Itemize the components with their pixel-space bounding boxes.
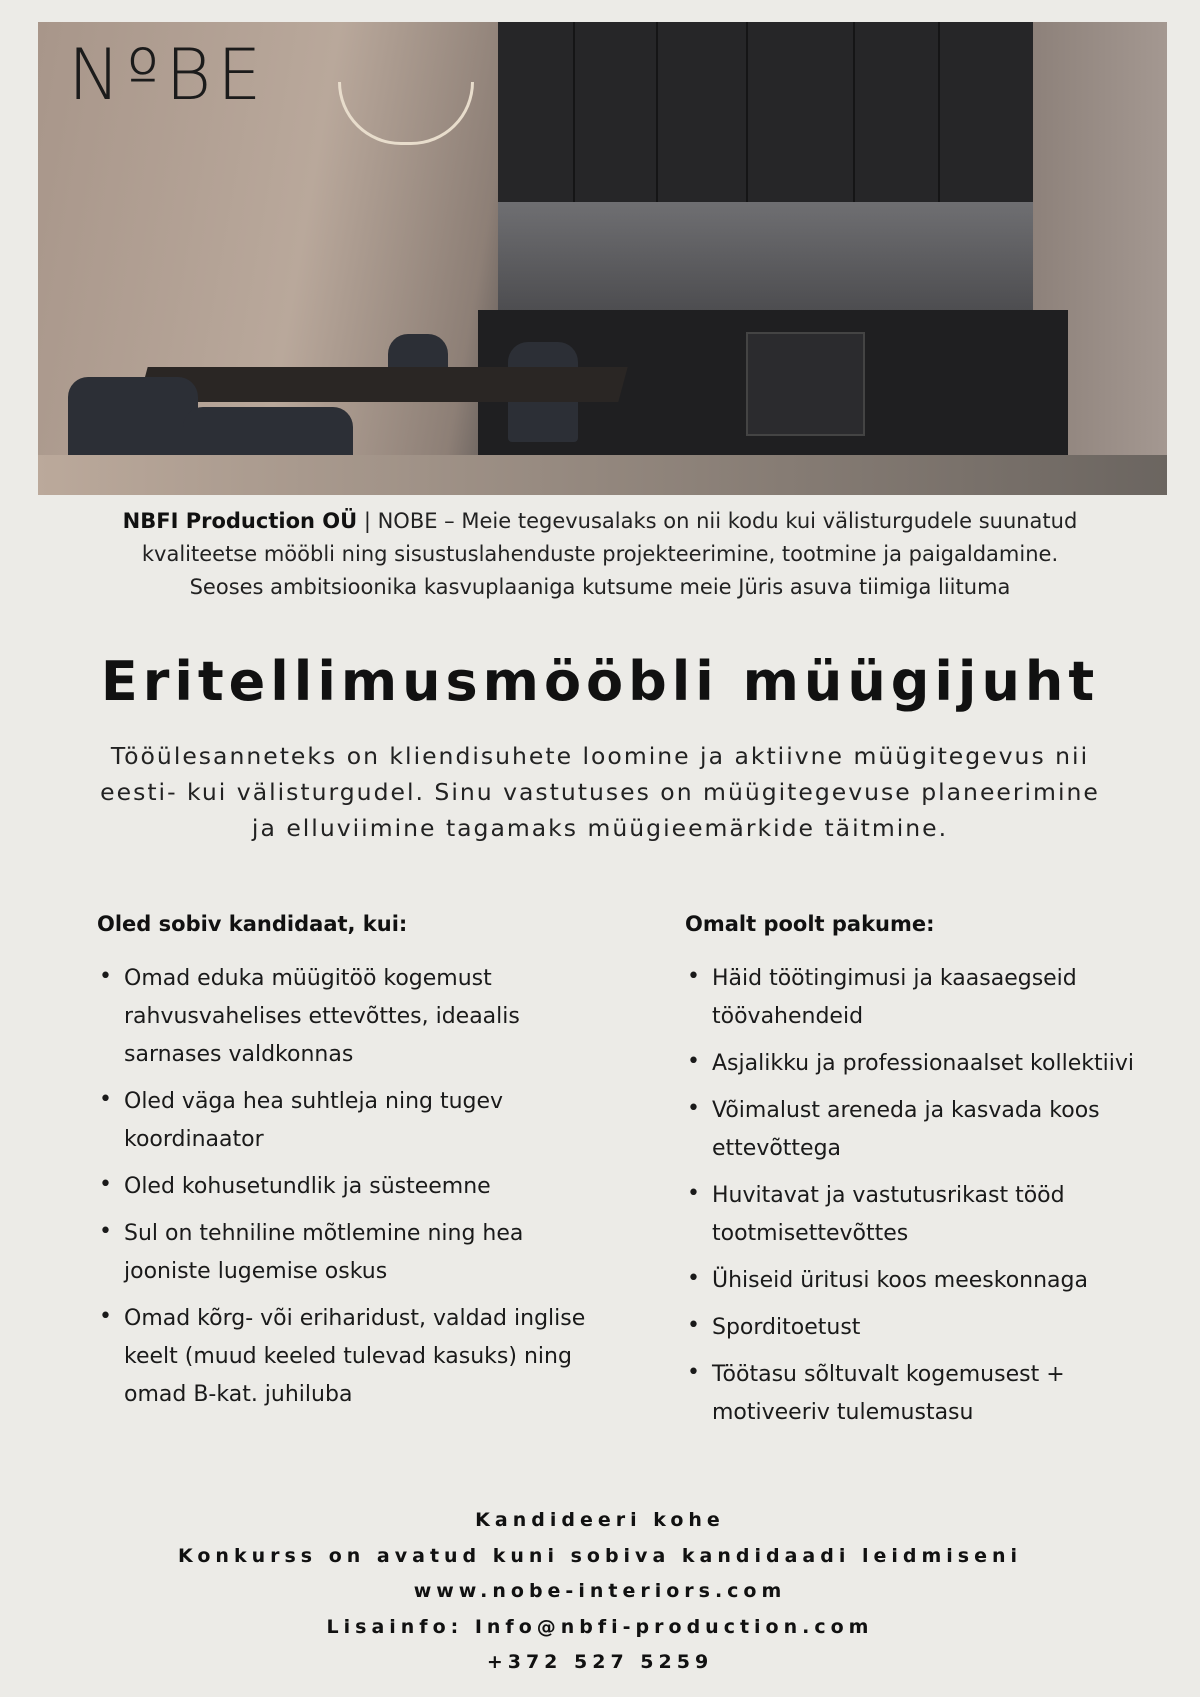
photo-table [138,367,627,402]
website-link[interactable]: www.nobe-interiors.com [413,1580,787,1602]
list-item: • Ühiseid üritusi koos meeskonnaga [685,1262,1155,1300]
list-item: • Huvitavat ja vastutusrikast tööd tootmisettevõttes [685,1177,1155,1253]
company-name: NBFI Production OÜ [122,509,358,533]
kitchen-photo [38,22,1167,495]
contact-phone[interactable]: +372 527 5259 [486,1651,714,1673]
intro-line-1: | NOBE – Meie tegevusalaks on nii kodu kui välisturgudele suunatud [357,509,1078,533]
offer-heading: Omalt poolt pakume: [685,912,935,936]
apply-now: Kandideeri kohe [475,1509,725,1531]
list-item: • Asjalikku ja professionaalset kollektiivi [685,1045,1155,1083]
nobe-logo: NºBE [68,34,268,116]
photo-floor [38,455,1167,495]
list-item: • Töötasu sõltuvalt kogemusest + motiveeriv tulemustasu [685,1356,1155,1432]
offer-section [685,912,1155,1441]
list-item: • Sul on tehniline mõtlemine ning hea jooniste lugemise oskus [97,1215,617,1291]
contact-footer [0,1503,1200,1681]
list-item: • Võimalust areneda ja kasvada koos ettevõttega [685,1092,1155,1168]
job-description: Tööülesanneteks on kliendisuhete loomine ja aktiivne müügitegevus nii eesti- kui välisturgudel. Sinu vastutuses on müügitegevuse planeerimine ja elluviimine tagamaks müügieemärkide täitmine. [100,742,1100,842]
company-intro [0,505,1200,604]
job-title: Eritellimusmööbli müügijuht [100,650,1100,713]
list-item: • Sporditoetust [685,1309,1155,1347]
photo-chandelier [338,82,474,145]
list-item: • Omad kõrg- või eriharidust, valdad inglise keelt (muud keeled tulevad kasuks) ning omad B-kat. juhiluba [97,1300,617,1414]
photo-oven [746,332,865,436]
list-item: • Oled kohusetundlik ja süsteemne [97,1168,617,1206]
requirements-heading: Oled sobiv kandidaat, kui: [97,912,408,936]
intro-line-3: Seoses ambitsioonika kasvuplaaniga kutsume meie Jüris asuva tiimiga liituma [189,575,1011,599]
list-item: • Häid töötingimusi ja kaasaegseid töövahendeid [685,960,1155,1036]
photo-backsplash [498,202,1033,327]
open-until: Konkurss on avatud kuni sobiva kandidaadi leidmiseni [177,1544,1023,1567]
requirements-section [97,912,617,1423]
photo-upper-cabinets [498,22,1033,204]
list-item: • Oled väga hea suhtleja ning tugev koordinaator [97,1083,617,1159]
intro-line-2: kvaliteetse mööbli ning sisustuslahenduste projekteerimine, tootmine ja paigaldamine. [141,542,1059,566]
list-item: • Omad eduka müügitöö kogemust rahvusvahelises ettevõttes, ideaalis sarnases valdkonnas [97,960,617,1074]
contact-email[interactable]: Lisainfo: Info@nbfi-production.com [326,1615,874,1638]
